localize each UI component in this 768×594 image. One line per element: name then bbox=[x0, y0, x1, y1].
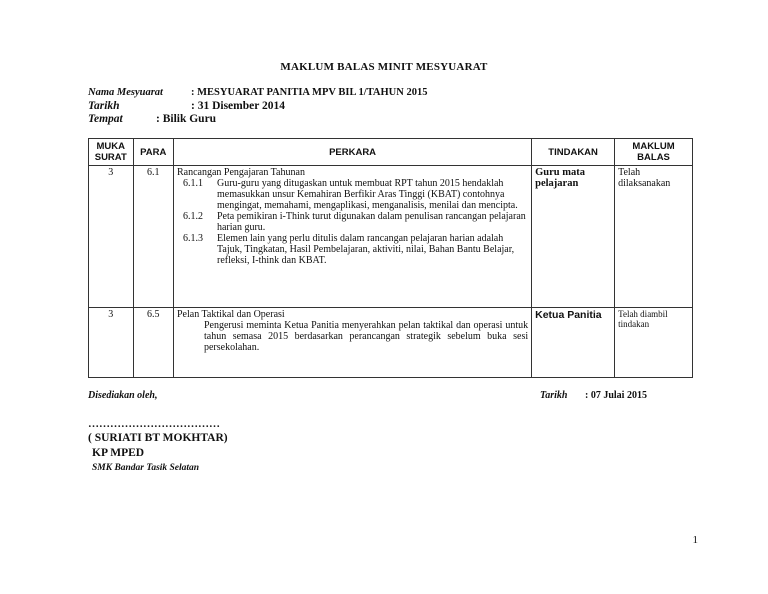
item-heading: Rancangan Pengajaran Tahunan bbox=[176, 167, 305, 178]
header-tindakan: TINDAKAN bbox=[532, 139, 615, 166]
cell-maklum-balas: Telah dilaksanakan bbox=[615, 166, 693, 308]
nama-mesyuarat-value: : MESYUARAT PANITIA MPV BIL 1/TAHUN 2015 bbox=[191, 87, 428, 98]
item-number: 6.1.1 bbox=[182, 178, 203, 189]
item-text: Peta pemikiran i-Think turut digunakan dalam penulisan rancangan pelajaran harian guru. bbox=[216, 211, 526, 233]
cell-tindakan: Ketua Panitia bbox=[532, 308, 615, 378]
tempat-label: Tempat bbox=[88, 113, 123, 125]
header-muka-surat: MUKA SURAT bbox=[89, 139, 134, 166]
item-heading: Pelan Taktikal dan Operasi bbox=[176, 309, 285, 320]
table-header-row bbox=[89, 139, 693, 166]
prepared-by-label: Disediakan oleh, bbox=[88, 390, 158, 401]
minutes-table bbox=[88, 138, 693, 378]
header-para: PARA bbox=[133, 139, 173, 166]
signatory-name: ( SURIATI BT MOKHTAR) bbox=[88, 432, 228, 444]
page-number: 1 bbox=[692, 534, 698, 546]
item-text: Elemen lain yang perlu ditulis dalam rancangan pelajaran harian adalah Tajuk, Tingkatan, Hasil Pembelajaran, aktiviti, nilai, Bahan Bantu Belajar, refleksi, I-think dan KBAT. bbox=[216, 233, 515, 266]
header-perkara: PERKARA bbox=[173, 139, 531, 166]
list-item bbox=[183, 178, 528, 211]
cell-para: 6.1 bbox=[133, 166, 173, 308]
tarikh-label: Tarikh bbox=[88, 100, 120, 112]
school-name: SMK Bandar Tasik Selatan bbox=[92, 463, 200, 473]
cell-muka-surat: 3 bbox=[89, 166, 134, 308]
list-item bbox=[183, 211, 528, 233]
nama-mesyuarat-label: Nama Mesyuarat bbox=[88, 87, 163, 98]
item-number: 6.1.2 bbox=[182, 211, 203, 222]
footer-tarikh-value: : 07 Julai 2015 bbox=[585, 390, 647, 401]
tempat-value: : Bilik Guru bbox=[156, 113, 217, 125]
cell-tindakan: Guru mata pelajaran bbox=[532, 166, 615, 308]
signature-line: ……………………………… bbox=[88, 418, 220, 430]
item-text: Guru-guru yang ditugaskan untuk membuat RPT tahun 2015 hendaklah memasukkan unsur Kemahiran Berfikir Aras Tinggi (KBAT) contohnya mengingat, memahami, mengaplikasi, menganalisis, menilai dan mencipta. bbox=[216, 178, 518, 211]
cell-muka-surat: 3 bbox=[89, 308, 134, 378]
cell-para: 6.5 bbox=[133, 308, 173, 378]
cell-perkara bbox=[173, 166, 531, 308]
item-number: 6.1.3 bbox=[182, 233, 203, 244]
signatory-role: KP MPED bbox=[92, 447, 145, 459]
document-title: MAKLUM BALAS MINIT MESYUARAT bbox=[280, 61, 488, 73]
table-row bbox=[89, 308, 693, 378]
header-maklum-balas: MAKLUM BALAS bbox=[615, 139, 693, 166]
footer-tarikh-label: Tarikh bbox=[540, 390, 568, 401]
item-paragraph: Pengerusi meminta Ketua Panitia menyerahkan pelan taktikal dan operasi untuk tahun semasa 2015 berdasarkan perancangan strategik sebelum buka sesi persekolahan. bbox=[203, 320, 529, 353]
cell-maklum-balas: Telah diambil tindakan bbox=[615, 308, 693, 378]
list-item bbox=[183, 233, 528, 266]
table-row bbox=[89, 166, 693, 308]
cell-perkara bbox=[173, 308, 531, 378]
tarikh-value: : 31 Disember 2014 bbox=[191, 100, 286, 112]
